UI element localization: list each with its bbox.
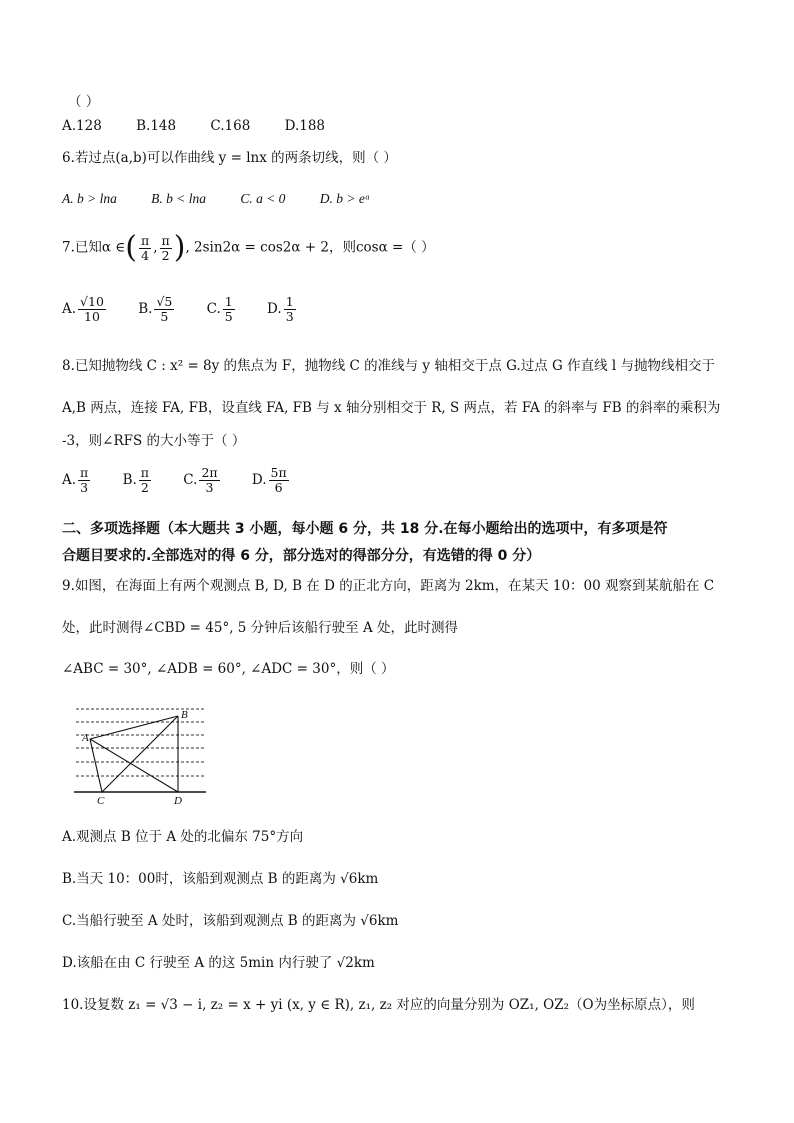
q9-line-1: 9.如图，在海面上有两个观测点 B, D, B 在 D 的正北方向，距离为 2km，在某天 10：00 观察到某航船在 C — [62, 578, 715, 594]
frac-den: 3 — [205, 479, 214, 495]
frac-den: 6 — [274, 479, 283, 495]
option-b: B.148 — [136, 118, 177, 134]
q8-line-3: -3，则∠RFS 的大小等于（ ） — [62, 433, 246, 449]
frac-num: √10 — [80, 294, 104, 309]
segment-ad — [90, 739, 178, 792]
frac-den: 3 — [285, 308, 294, 324]
q8-options — [62, 466, 317, 495]
option-label: C. — [183, 472, 198, 489]
q7-stem — [62, 230, 435, 266]
frac-num: 1 — [285, 294, 294, 309]
label-a: A — [82, 732, 89, 744]
label-b: B — [181, 709, 188, 721]
option-d: D.188 — [284, 118, 326, 134]
q8-option-d — [252, 466, 291, 495]
frac-num: 5π — [270, 465, 287, 480]
q8-option-c — [183, 466, 221, 495]
q6-option-c: C. a < 0 — [240, 191, 286, 206]
q7-paren-open: ( — [125, 230, 137, 265]
q9-option-c: C.当船行驶至 A 处时，该船到观测点 B 的距离为 √6km — [62, 913, 399, 929]
frac-den: 2 — [161, 247, 170, 263]
segment-bc — [102, 716, 178, 792]
frac-num: π — [141, 232, 150, 248]
frac-den: 4 — [141, 247, 150, 263]
q9-option-a: A.观测点 B 位于 A 处的北偏东 75°方向 — [62, 829, 304, 845]
q6-option-b: B. b < lna — [151, 191, 207, 206]
frac-num: 2π — [201, 465, 218, 480]
option-label: B. — [138, 301, 153, 318]
section-heading — [62, 516, 742, 570]
option-c: C.168 — [210, 118, 251, 134]
q8-line-1: 8.已知抛物线 C : x² = 8y 的焦点为 F，抛物线 C 的准线与 y 轴相交于点 G.过点 G 作直线 l 与抛物线相交于 — [62, 358, 715, 374]
q6-stem: 6.若过点(a,b)可以作曲线 y = lnx 的两条切线，则（ ） — [62, 150, 397, 166]
section-heading-line-1: 二、多项选择题（本大题共 3 小题，每小题 6 分，共 18 分.在每小题给出的选项中，有多项是符 — [62, 521, 668, 537]
q7-prefix: 7.已知α ∈ — [62, 239, 126, 256]
label-d: D — [174, 795, 182, 805]
q7-option-d — [267, 295, 298, 324]
q7-options — [62, 295, 324, 324]
segment-ac — [90, 739, 102, 792]
frac-num: π — [140, 465, 149, 480]
q9-figure — [70, 703, 210, 805]
q7-suffix: , 2sin2α = cos2α + 2，则cosα =（ ） — [185, 239, 435, 256]
frac-den: 5 — [160, 308, 169, 324]
q8-line-2: A,B 两点，连接 FA, FB，设直线 FA, FB 与 x 轴分别相交于 R, S 两点，若 FA 的斜率与 FB 的斜率的乘积为 — [62, 400, 721, 416]
q8-option-b — [123, 466, 153, 495]
frac-den: 5 — [224, 308, 233, 324]
frac-num: 1 — [224, 294, 233, 309]
q7-option-a — [62, 295, 108, 324]
q6-options — [62, 191, 400, 207]
frac-den: 3 — [80, 479, 89, 495]
section-heading-line-2: 合题目要求的.全部选对的得 6 分，部分选对的得部分分，有选错的得 0 分） — [62, 548, 541, 564]
option-a: A.128 — [62, 118, 102, 134]
q10-stem: 10.设复数 z₁ = √3 − i, z₂ = x + yi (x, y ∈ R), z₁, z₂ 对应的向量分别为 OZ₁, OZ₂（O为坐标原点），则 — [62, 997, 695, 1013]
q7-comma: , — [153, 239, 158, 256]
q5-options — [62, 118, 355, 134]
q7-option-c — [207, 295, 237, 324]
q9-line-3: ∠ABC = 30°, ∠ADB = 60°, ∠ADC = 30°，则（ ） — [62, 661, 395, 677]
option-label: D. — [267, 301, 282, 318]
option-label: B. — [122, 472, 137, 489]
q7-option-b — [138, 295, 176, 324]
q7-paren-close: ) — [173, 230, 186, 265]
option-label: A. — [62, 472, 77, 489]
frac-den: 10 — [84, 308, 100, 324]
frac-num: π — [161, 232, 170, 248]
segment-ab — [90, 716, 178, 739]
q9-line-2: 处，此时测得∠CBD = 45°, 5 分钟后该船行驶至 A 处，此时测得 — [62, 620, 459, 636]
q7-frac-2 — [160, 234, 172, 263]
frac-den: 2 — [140, 479, 149, 495]
option-label: A. — [62, 301, 77, 318]
q9-option-d: D.该船在由 C 行驶至 A 的这 5min 内行驶了 √2km — [62, 955, 375, 971]
q6-option-d: D. b > eᵃ — [319, 191, 371, 206]
label-c: C — [97, 795, 105, 805]
q6-option-a: A. b > lna — [62, 191, 117, 206]
q7-frac-1 — [139, 234, 151, 263]
option-label: D. — [251, 472, 267, 489]
q9-option-b: B.当天 10：00时，该船到观测点 B 的距离为 √6km — [62, 871, 379, 887]
question-blank: （ ） — [68, 94, 100, 110]
option-label: C. — [206, 301, 221, 318]
frac-num: π — [80, 465, 89, 480]
q8-option-a — [62, 466, 92, 495]
frac-num: √5 — [156, 294, 173, 309]
